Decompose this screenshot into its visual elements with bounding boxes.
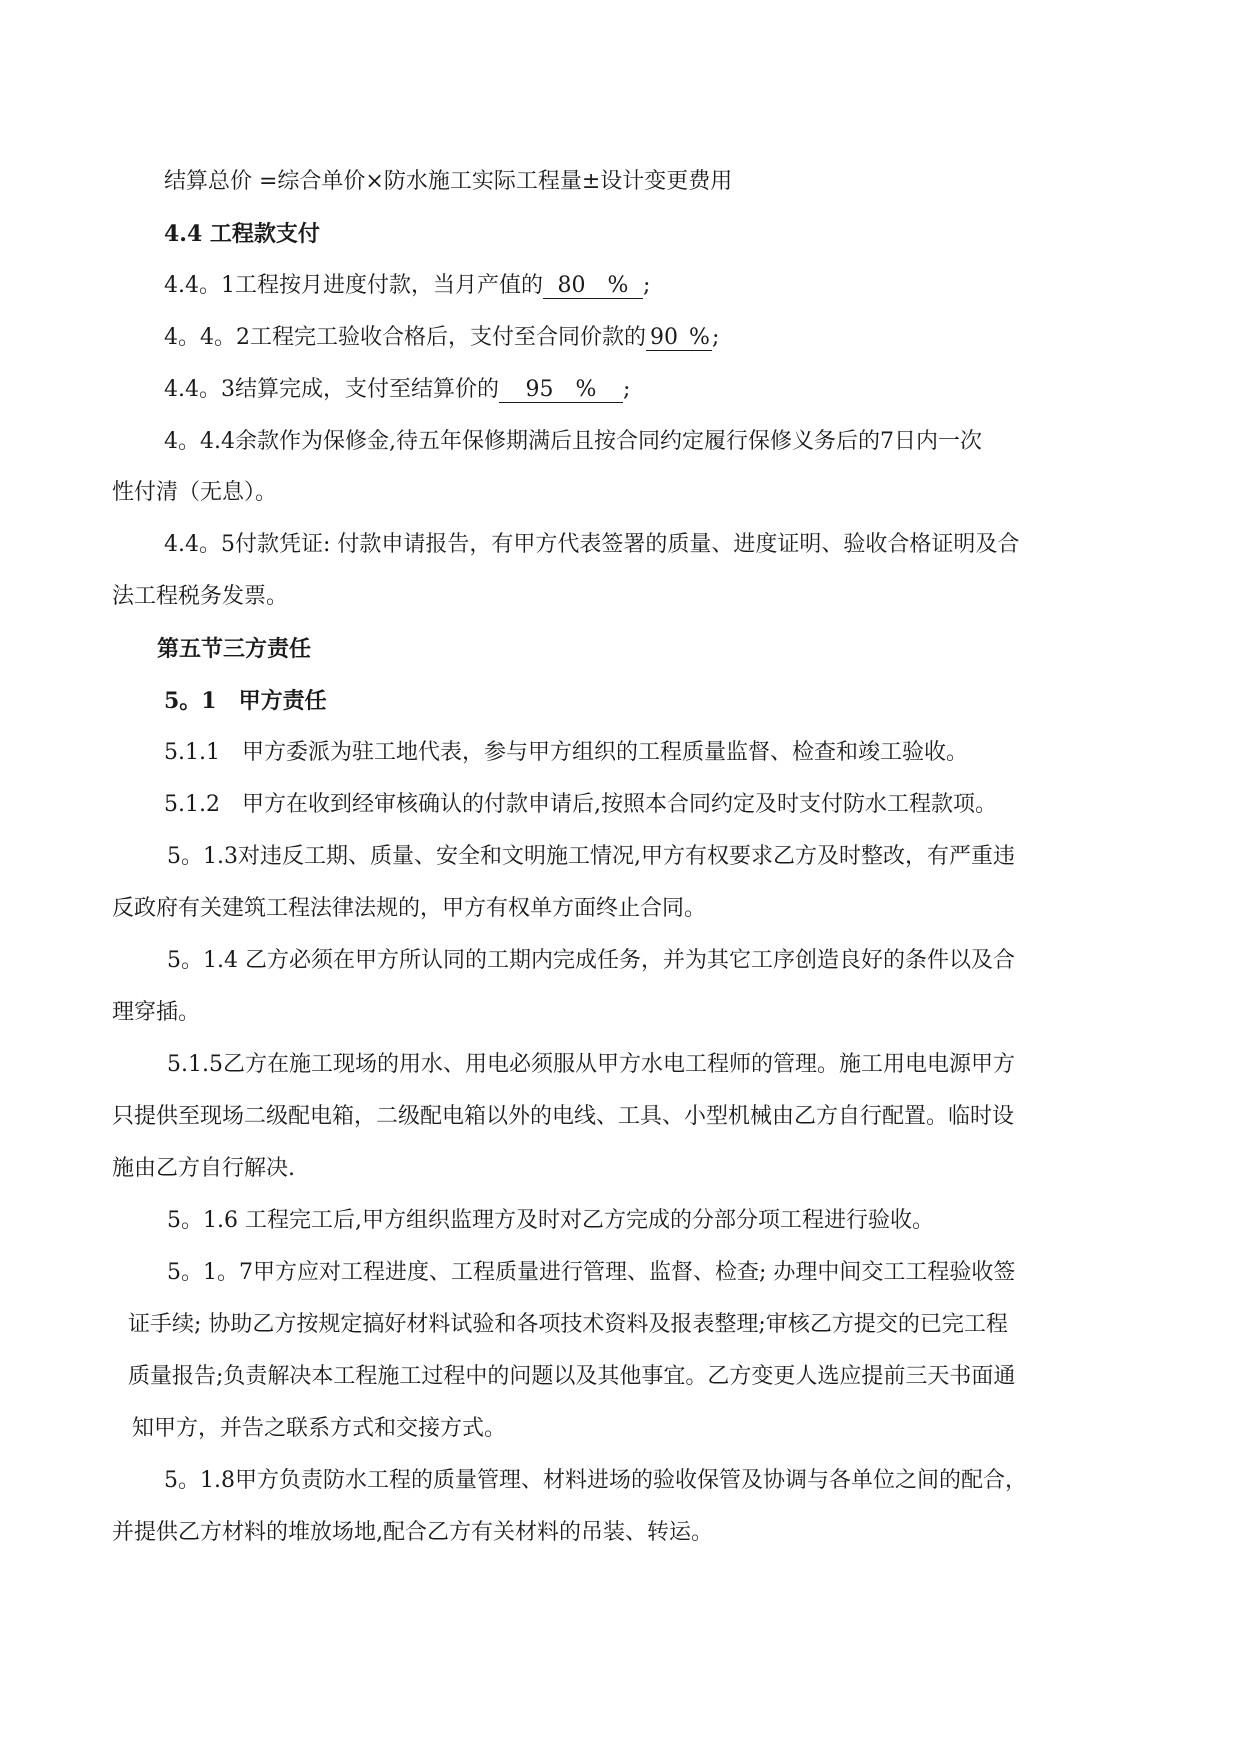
clause-4-4-2 xyxy=(164,323,719,353)
settlement-payment-percent-unit: % xyxy=(575,377,597,402)
clause-4-4-3 xyxy=(164,375,630,405)
clause-5-1-5-line-3: 施由乙方自行解决. xyxy=(112,1156,295,1181)
clause-5-1-4-line-1: 5。1.4 乙方必须在甲方所认同的工期内完成任务，并为其它工序创造良好的条件以及合 xyxy=(167,948,1015,973)
completion-payment-percent-value: 90 xyxy=(650,325,678,350)
clause-5-1-7-line-1: 5。1。7甲方应对工程进度、工程质量进行管理、监督、检查; 办理中间交工工程验收签 xyxy=(167,1260,1016,1285)
clause-4-4-3-text: 4.4。3结算完成，支付至结算价的 xyxy=(164,377,499,402)
monthly-payment-percent-blank xyxy=(543,274,643,299)
clause-5-1-1: 5.1.1 甲方委派为驻工地代表，参与甲方组织的工程质量监督、检查和竣工验收。 xyxy=(164,740,968,765)
clause-5-1-4-line-2: 理穿插。 xyxy=(112,1000,201,1025)
clause-5-1-3-line-2: 反政府有关建筑工程法律法规的，甲方有权单方面终止合同。 xyxy=(112,896,707,921)
clause-5-1-8-line-1: 5。1.8甲方负责防水工程的质量管理、材料进场的验收保管及协调与各单位之间的配合， xyxy=(164,1468,1027,1493)
section-4-4-title: 4.4 工程款支付 xyxy=(164,221,320,247)
settlement-formula: 结算总价 =综合单价×防水施工实际工程量±设计变更费用 xyxy=(164,169,733,194)
section-5-1-title: 5。1 甲方责任 xyxy=(164,688,327,714)
clause-5-1-5-line-2: 只提供至现场二级配电箱，二级配电箱以外的电线、工具、小型机械由乙方自行配置。临时设 xyxy=(112,1104,1015,1129)
clause-5-1-3-line-1: 5。1.3对违反工期、质量、安全和文明施工情况,甲方有权要求乙方及时整改，有严重违 xyxy=(167,844,1015,869)
clause-4-4-2-end: ; xyxy=(712,325,720,350)
clause-5-1-2: 5.1.2 甲方在收到经审核确认的付款申请后,按照本合同约定及时支付防水工程款项。 xyxy=(164,792,997,817)
clause-4-4-3-end: ; xyxy=(623,377,631,402)
clause-5-1-7-line-3: 质量报告;负责解决本工程施工过程中的问题以及其他事宜。乙方变更人选应提前三天书面通 xyxy=(128,1364,1016,1389)
clause-5-1-7-line-2: 证手续; 协助乙方按规定搞好材料试验和各项技术资料及报表整理;审核乙方提交的已完工程 xyxy=(128,1312,1008,1337)
monthly-payment-percent-unit: % xyxy=(607,273,629,298)
clause-5-1-7-line-4: 知甲方，并告之联系方式和交接方式。 xyxy=(132,1416,507,1441)
clause-5-1-8-line-2: 并提供乙方材料的堆放场地,配合乙方有关材料的吊装、转运。 xyxy=(112,1520,713,1545)
completion-payment-percent-blank xyxy=(646,326,712,351)
settlement-payment-percent-blank xyxy=(499,378,623,403)
clause-5-1-5-line-1: 5.1.5乙方在施工现场的用水、用电必须服从甲方水电工程师的管理。施工用电电源甲方 xyxy=(167,1052,1015,1077)
completion-payment-percent-unit: % xyxy=(689,325,710,350)
clause-4-4-5-line-2: 法工程税务发票。 xyxy=(112,584,289,609)
clause-5-1-6: 5。1.6 工程完工后,甲方组织监理方及时对乙方完成的分部分项工程进行验收。 xyxy=(167,1208,934,1233)
clause-4-4-1-end: ; xyxy=(643,273,651,298)
clause-4-4-2-text: 4。4。2工程完工验收合格后，支付至合同价款的 xyxy=(164,325,646,350)
settlement-payment-percent-value: 95 xyxy=(525,377,554,402)
clause-4-4-4-line-1: 4。4.4余款作为保修金,待五年保修期满后且按合同约定履行保修义务后的7日内一次 xyxy=(164,429,982,454)
clause-4-4-4-line-2: 性付清（无息）。 xyxy=(112,480,278,505)
clause-4-4-1 xyxy=(164,271,650,301)
section-5-title: 第五节三方责任 xyxy=(157,636,312,662)
clause-4-4-5-line-1: 4.4。5付款凭证: 付款申请报告，有甲方代表签署的质量、进度证明、验收合格证明及合 xyxy=(164,532,1020,557)
monthly-payment-percent-value: 80 xyxy=(557,273,586,298)
clause-4-4-1-text: 4.4。1工程按月进度付款，当月产值的 xyxy=(164,273,543,298)
